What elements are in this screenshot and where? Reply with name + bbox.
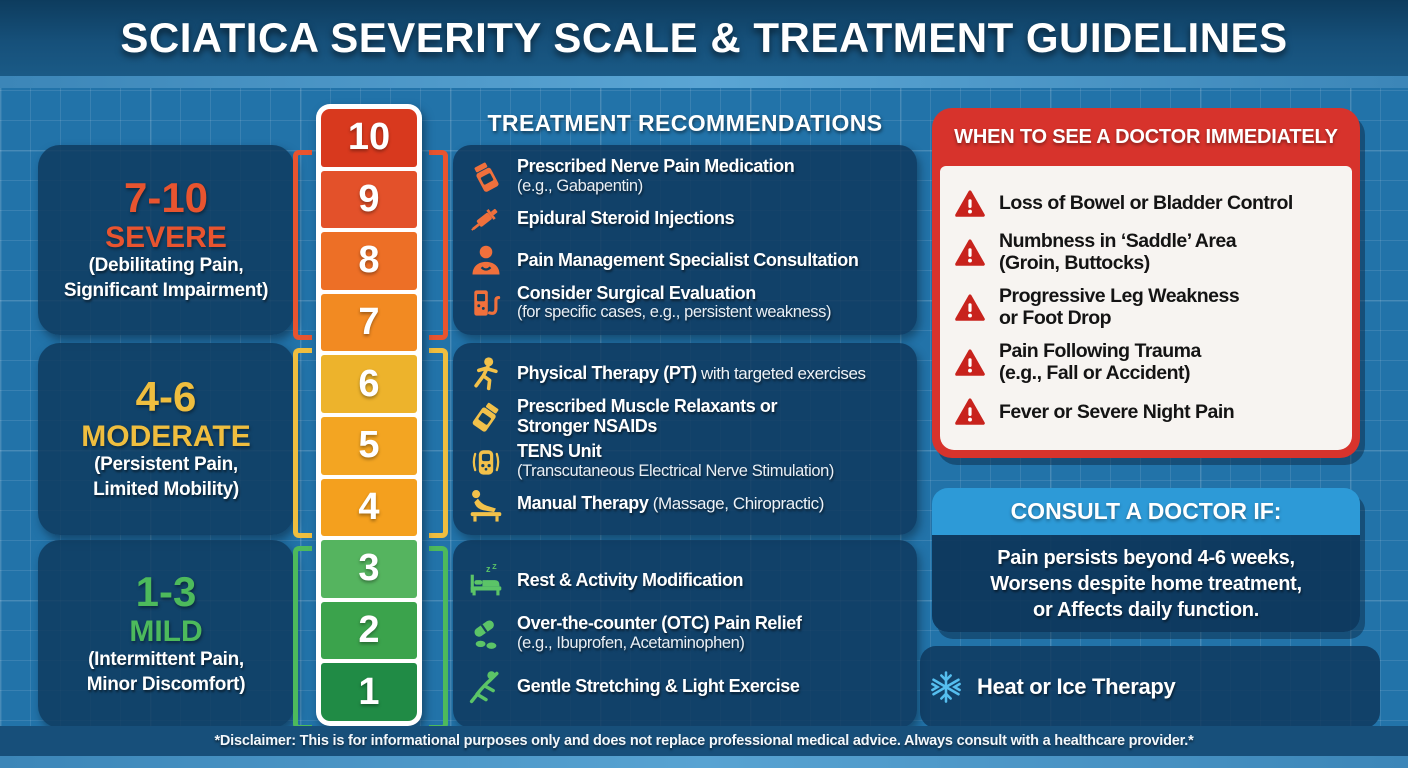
- warning-text: Fever or Severe Night Pain: [999, 400, 1235, 423]
- treatment-item: [467, 668, 909, 706]
- see-doctor-panel: [932, 108, 1360, 458]
- warning-triangle-icon: [954, 396, 986, 428]
- treatment-subtitle: (Transcutaneous Electrical Nerve Stimulation): [517, 461, 835, 480]
- severity-description: (Debilitating Pain,: [88, 255, 244, 277]
- warning-text-line2: or Foot Drop: [999, 306, 1112, 329]
- consult-doctor-header: CONSULT A DOCTOR IF:: [932, 488, 1360, 535]
- scale-number: 6: [358, 362, 380, 405]
- treatment-item: [467, 157, 909, 197]
- treatment-panel-moderate: [453, 343, 917, 535]
- title-bar: [0, 0, 1408, 76]
- bracket-mild-right: [429, 546, 448, 730]
- heat-ice-panel: [920, 646, 1380, 728]
- bottom-strip: [0, 756, 1408, 768]
- treatment-item: [467, 485, 909, 523]
- scale-number: 4: [358, 485, 380, 528]
- treatment-title: Pain Management Specialist Consultation: [517, 249, 859, 270]
- severity-panel-mild: [38, 540, 294, 728]
- stretching-icon: [467, 668, 505, 706]
- treatment-title: Physical Therapy (PT): [517, 362, 697, 383]
- consult-line: Pain persists beyond 4-6 weeks,: [997, 546, 1295, 569]
- treatment-title: Epidural Steroid Injections: [517, 208, 735, 229]
- warning-text-line2: (Groin, Buttocks): [999, 251, 1150, 274]
- treatment-title: Over-the-counter (OTC) Pain Relief: [517, 613, 802, 634]
- scale-number: 2: [358, 609, 380, 652]
- treatment-title: Rest & Activity Modification: [517, 570, 744, 591]
- warning-triangle-icon: [954, 347, 986, 379]
- rest-bed-icon: [467, 562, 505, 600]
- warning-text: Pain Following Trauma: [999, 340, 1201, 363]
- treatment-title-tail: with targeted exercises: [696, 363, 866, 383]
- treatment-item: [467, 442, 909, 482]
- treatment-panel-mild: [453, 540, 917, 728]
- severity-name: SEVERE: [105, 220, 227, 254]
- disclaimer-band: [0, 726, 1408, 756]
- severity-description: (Persistent Pain,: [94, 454, 238, 476]
- warning-item: [954, 396, 1338, 428]
- bracket-moderate-right: [429, 348, 448, 538]
- severity-panel-severe: [38, 145, 294, 335]
- scale-number: 7: [358, 301, 380, 344]
- scale-box-7: [321, 294, 417, 352]
- treatment-recommendations-header: TREATMENT RECOMMENDATIONS: [487, 110, 883, 136]
- warning-triangle-icon: [954, 237, 986, 269]
- treatment-item: [467, 284, 909, 324]
- warning-item: [954, 341, 1338, 385]
- see-doctor-header: WHEN TO SEE A DOCTOR IMMEDIATELY: [954, 125, 1338, 148]
- warning-triangle-icon: [954, 292, 986, 324]
- scale-box-2: [321, 602, 417, 660]
- treatment-title: Prescribed Muscle Relaxants or: [517, 395, 778, 416]
- treatment-title: Consider Surgical Evaluation: [517, 282, 756, 303]
- svg-text:z: z: [486, 564, 491, 575]
- scale-number: 8: [358, 239, 380, 282]
- warning-text: Loss of Bowel or Bladder Control: [999, 191, 1293, 214]
- consult-line: Worsens despite home treatment,: [990, 572, 1302, 595]
- tens-unit-icon: [467, 443, 505, 481]
- scale-box-4: [321, 479, 417, 537]
- scale-number: 5: [358, 424, 380, 467]
- scale-box-5: [321, 417, 417, 475]
- snowflake-icon: [928, 670, 964, 704]
- severity-description: (Intermittent Pain,: [88, 649, 244, 671]
- pill-bottle-icon: [467, 158, 505, 196]
- severity-range: 1-3: [135, 568, 197, 616]
- warning-item: [954, 188, 1338, 220]
- severity-description: Minor Discomfort): [86, 673, 246, 695]
- warning-item: [954, 231, 1338, 275]
- specialist-icon: [467, 242, 505, 280]
- svg-text:Z: Z: [492, 563, 497, 571]
- treatment-item: [467, 200, 909, 238]
- muscle-relaxants-icon: [467, 398, 505, 436]
- bracket-mild-left: [293, 546, 312, 730]
- treatment-subtitle: (for specific cases, e.g., persistent weakness): [517, 303, 832, 322]
- treatment-item: [467, 355, 909, 393]
- scale-box-3: [321, 540, 417, 598]
- severity-panel-moderate: [38, 343, 294, 535]
- surgical-evaluation-icon: [467, 284, 505, 322]
- severity-description: Significant Impairment): [63, 279, 269, 301]
- physical-therapy-icon: [467, 355, 505, 393]
- syringe-icon: [467, 200, 505, 238]
- bracket-moderate-left: [293, 348, 312, 538]
- page-title: SCIATICA SEVERITY SCALE & TREATMENT GUIDELINES: [120, 14, 1288, 61]
- disclaimer-text: *Disclaimer: This is for informational purposes only and does not replace professional medical advice. Always consult with a healthcare provider.*: [214, 733, 1194, 749]
- warning-text-line2: (e.g., Fall or Accident): [999, 362, 1190, 385]
- bracket-severe-right: [429, 150, 448, 340]
- consult-line: or Affects daily function.: [1033, 598, 1259, 621]
- scale-number: 10: [347, 116, 391, 159]
- treatment-item: [467, 562, 909, 600]
- heat-ice-label: Heat or Ice Therapy: [977, 674, 1176, 699]
- treatment-subtitle: (e.g., Ibuprofen, Acetaminophen): [517, 633, 745, 652]
- treatment-item: [467, 397, 909, 438]
- scale-box-6: [321, 355, 417, 413]
- consult-doctor-panel: [932, 488, 1360, 632]
- consult-doctor-body: [932, 535, 1360, 632]
- warning-item: [954, 286, 1338, 330]
- manual-therapy-icon: [467, 485, 505, 523]
- warning-text: Numbness in ‘Saddle’ Area: [999, 230, 1237, 252]
- pain-scale: [316, 104, 422, 726]
- severity-description: Limited Mobility): [93, 478, 239, 500]
- scale-box-9: [321, 171, 417, 229]
- treatment-title: Prescribed Nerve Pain Medication: [517, 155, 795, 176]
- treatment-subtitle: (e.g., Gabapentin): [517, 176, 643, 195]
- treatment-title: TENS Unit: [517, 440, 602, 461]
- warning-triangle-icon: [954, 188, 986, 220]
- bracket-severe-left: [293, 150, 312, 340]
- severity-name: MILD: [129, 614, 203, 648]
- severity-name: MODERATE: [81, 419, 251, 453]
- treatment-title-tail: (Massage, Chiropractic): [648, 494, 825, 514]
- scale-box-8: [321, 232, 417, 290]
- treatment-item: [467, 242, 909, 280]
- severity-range: 7-10: [123, 174, 209, 222]
- treatment-item: [467, 614, 909, 654]
- title-divider-strip: [0, 76, 1408, 88]
- scale-number: 3: [358, 547, 380, 590]
- treatment-title: Manual Therapy: [517, 493, 649, 514]
- see-doctor-body: [940, 166, 1352, 450]
- scale-number: 1: [358, 670, 380, 713]
- warning-text: Progressive Leg Weakness: [999, 285, 1240, 308]
- severity-range: 4-6: [135, 373, 197, 421]
- scale-box-10: [321, 109, 417, 167]
- treatment-title: Gentle Stretching & Light Exercise: [517, 675, 800, 696]
- scale-number: 9: [358, 177, 380, 220]
- treatment-panel-severe: [453, 145, 917, 335]
- scale-box-1: [321, 663, 417, 721]
- treatment-title-line2: Stronger NSAIDs: [517, 416, 658, 437]
- otc-pills-icon: [467, 615, 505, 653]
